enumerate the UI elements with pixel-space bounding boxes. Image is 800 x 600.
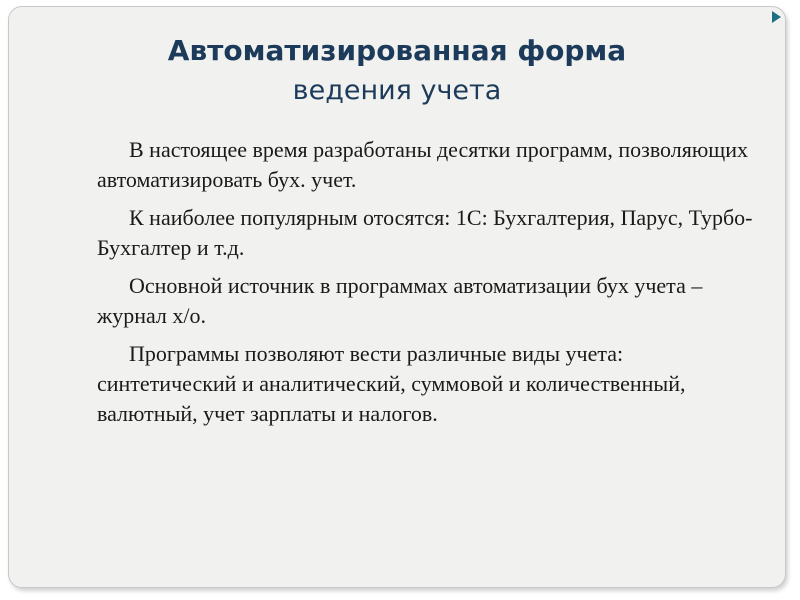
paragraph-1: В настоящее время разработаны десятки программ, позволяющих автоматизировать бух. учет. — [97, 137, 749, 192]
title-line-2: ведения учета — [292, 75, 502, 106]
slide-body — [97, 135, 757, 437]
title-line-1: Автоматизированная форма — [167, 34, 627, 67]
paragraph-3: Основной источник в программах автоматизации бух учета – журнал х/о. — [97, 273, 703, 328]
slide-title — [9, 31, 785, 111]
corner-arrow-icon — [772, 11, 781, 23]
paragraph-4: Программы позволяют вести различные виды учета: синтетический и аналитический, суммовой и количественный, валютный, учет зарплаты и налогов. — [97, 341, 686, 426]
slide-frame — [8, 6, 786, 588]
paragraph-2: К наиболее популярным отосятся: 1С: Бухгалтерия, Парус, Турбо-Бухгалтер и т.д. — [97, 205, 753, 260]
